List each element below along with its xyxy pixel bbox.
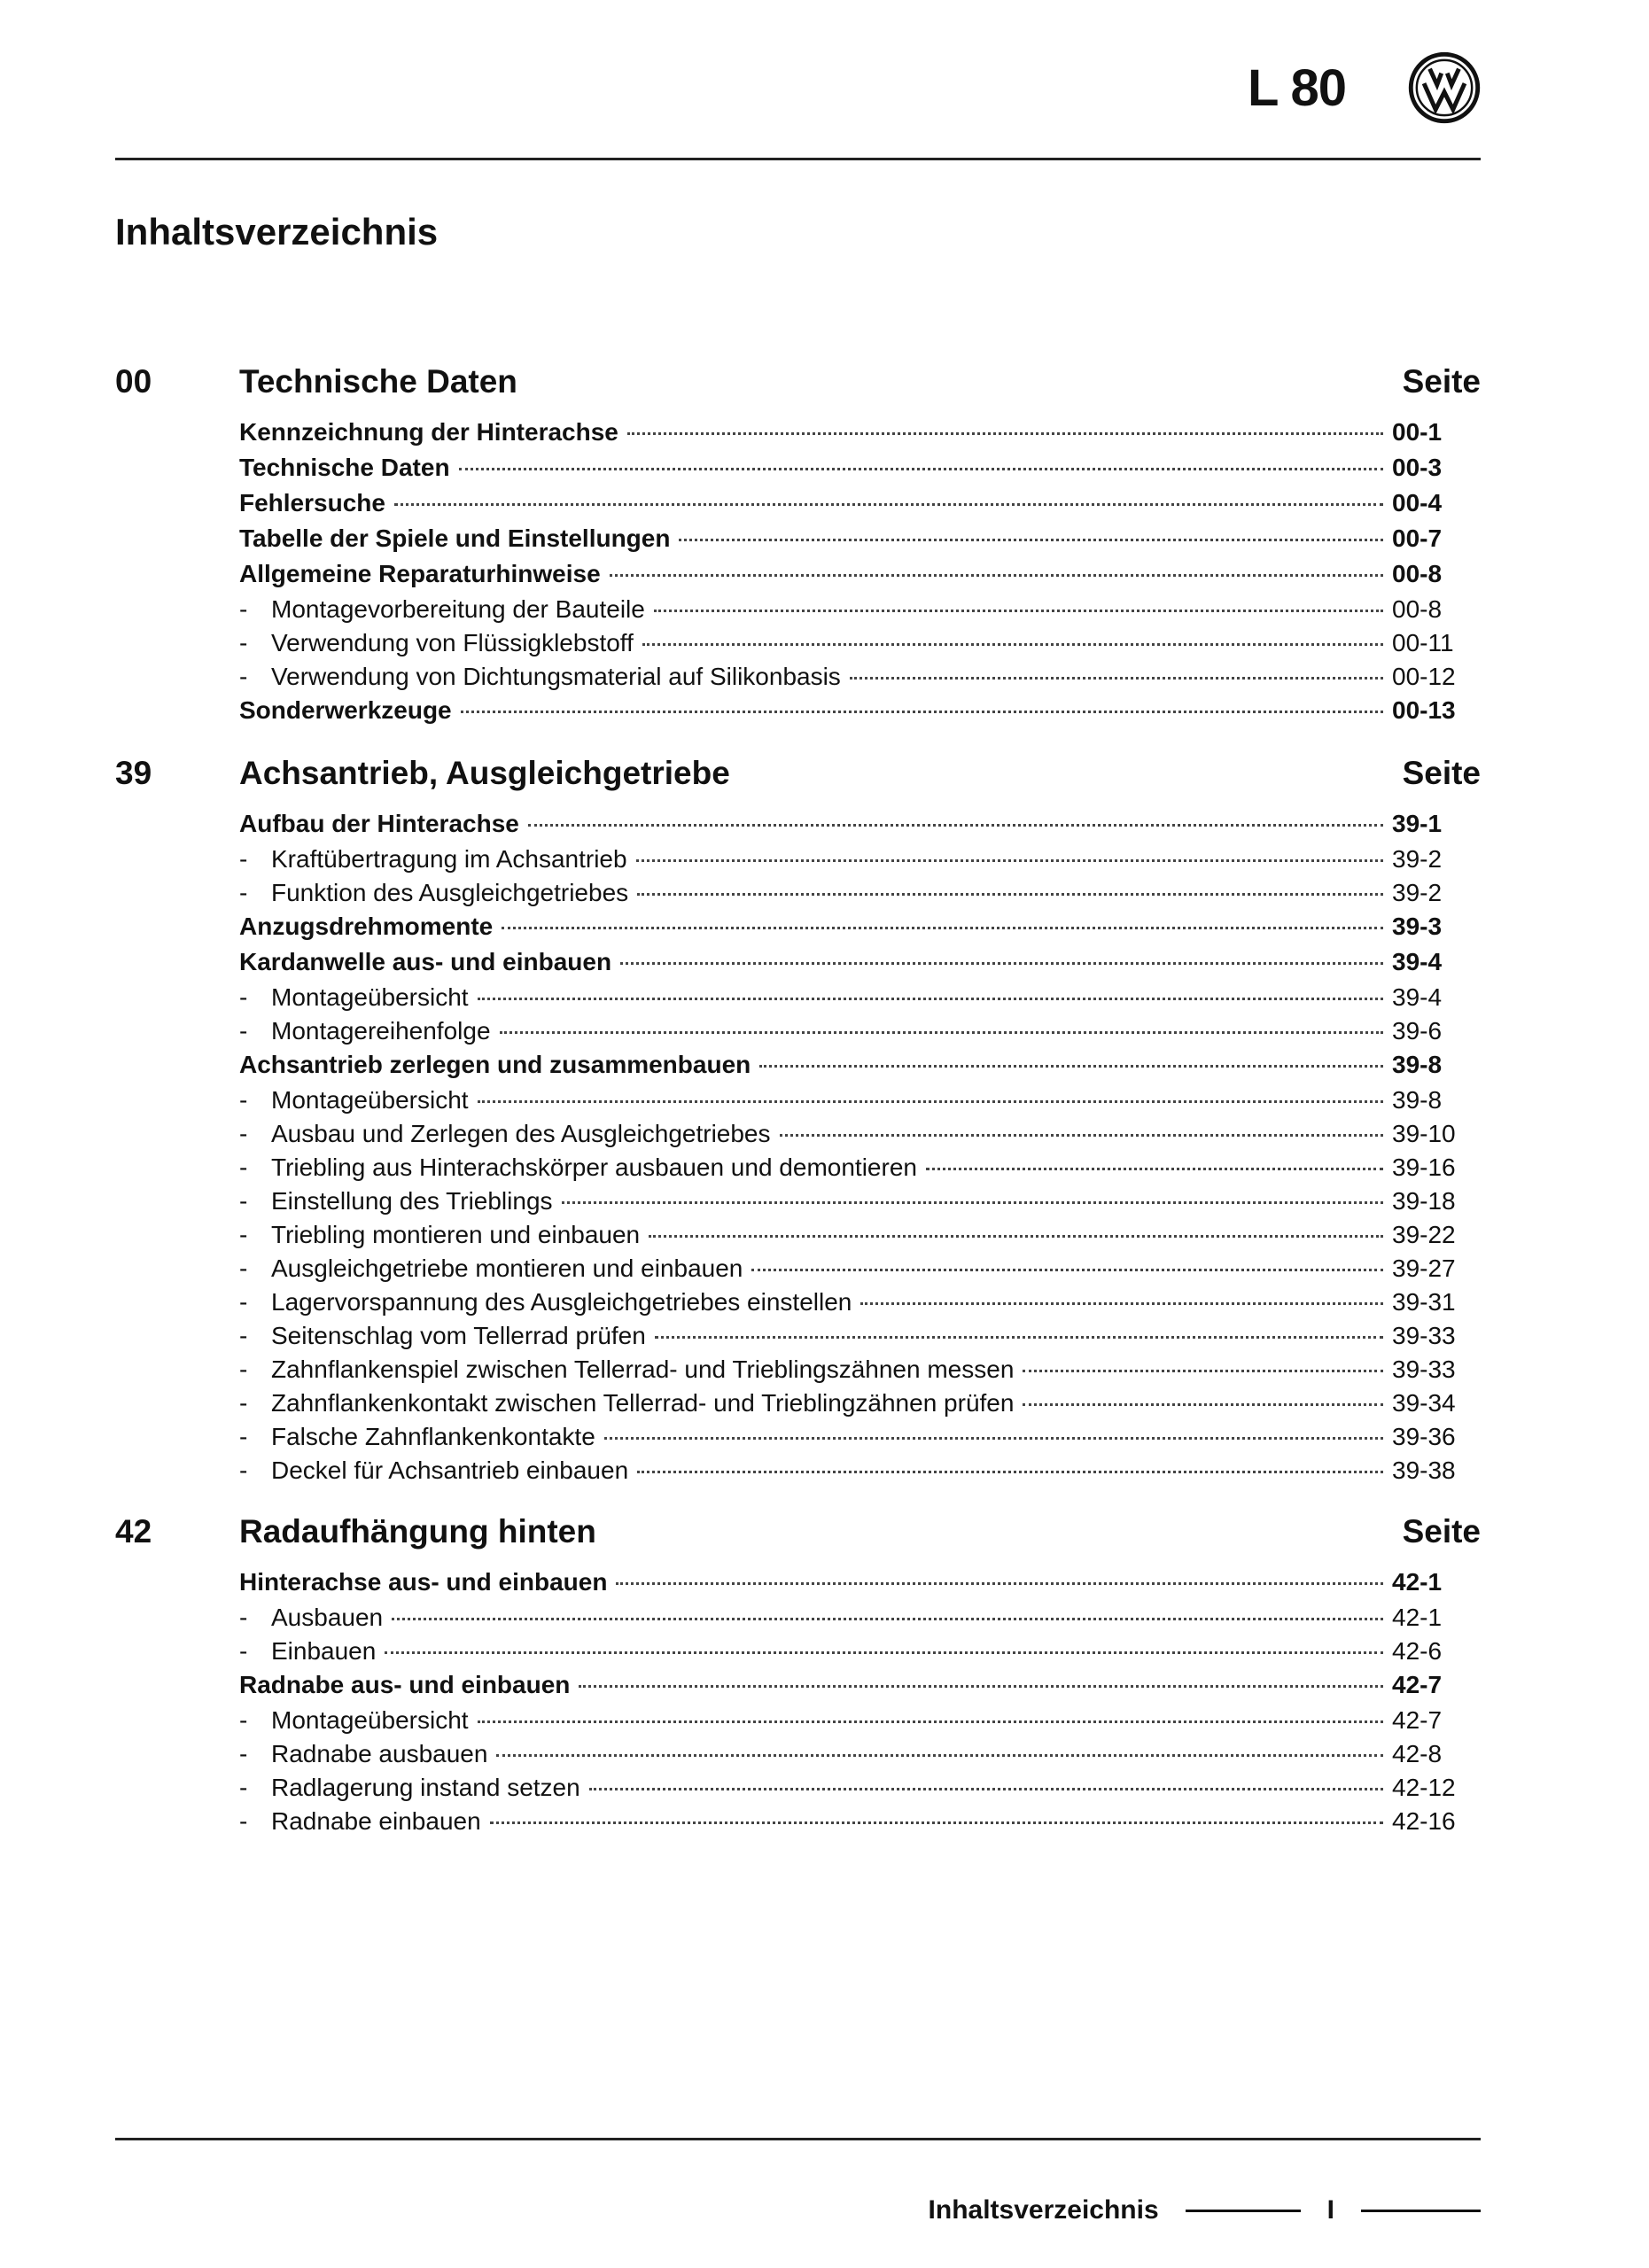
- toc-entry[interactable]: [239, 1153, 1481, 1187]
- table-of-contents: [115, 363, 1481, 1864]
- entry-page-number: 39-22: [1392, 1221, 1456, 1248]
- dot-leader: [654, 610, 1383, 612]
- entry-page-number: 00-11: [1392, 629, 1454, 656]
- dot-leader: [637, 893, 1383, 896]
- entry-dash: -: [239, 1187, 248, 1215]
- entry-page-number: 42-7: [1392, 1671, 1443, 1698]
- entry-page-number: 39-34: [1392, 1389, 1456, 1417]
- entry-page-number: 42-16: [1392, 1807, 1456, 1835]
- entry-label: Funktion des Ausgleichgetriebes: [271, 879, 629, 906]
- entry-page-number: 00-8: [1392, 595, 1443, 623]
- entry-page-number: 39-1: [1392, 810, 1443, 837]
- toc-entry[interactable]: [239, 418, 1481, 454]
- dot-leader: [759, 1065, 1383, 1068]
- entry-label: Triebling aus Hinterachskörper ausbauen und demontieren: [271, 1153, 917, 1181]
- entry-page-number: 42-1: [1392, 1604, 1443, 1631]
- entry-dash: -: [239, 1120, 248, 1147]
- toc-entry[interactable]: [239, 1456, 1481, 1490]
- toc-entry[interactable]: [239, 1051, 1481, 1086]
- toc-entry[interactable]: [239, 696, 1481, 732]
- section-number: 00: [115, 363, 152, 400]
- dot-leader: [392, 1618, 1383, 1620]
- entry-dash: -: [239, 845, 248, 873]
- entry-label: Kardanwelle aus- und einbauen: [239, 948, 612, 975]
- entry-dash: -: [239, 1740, 248, 1767]
- toc-entry[interactable]: [239, 1568, 1481, 1604]
- section-heading: [115, 755, 1481, 810]
- entry-label: Einbauen: [271, 1637, 377, 1665]
- entry-label: Radnabe einbauen: [271, 1807, 481, 1835]
- dot-leader: [394, 503, 1383, 506]
- toc-entry[interactable]: [239, 913, 1481, 948]
- dot-leader: [642, 643, 1383, 646]
- footer-divider: [1186, 2210, 1301, 2212]
- entry-page-number: 42-1: [1392, 1568, 1443, 1596]
- entry-label: Montageübersicht: [271, 1086, 469, 1114]
- entry-label: Kennzeichnung der Hinterachse: [239, 418, 618, 446]
- toc-entry[interactable]: [239, 524, 1481, 560]
- entry-page-number: 39-27: [1392, 1254, 1456, 1282]
- entry-dash: -: [239, 1389, 248, 1417]
- seite-label: Seite: [1402, 755, 1481, 791]
- entry-page-number: 39-33: [1392, 1355, 1456, 1383]
- toc-entry[interactable]: [239, 1774, 1481, 1807]
- entry-dash: -: [239, 1017, 248, 1045]
- section-title: Technische Daten: [239, 363, 517, 400]
- toc-entry[interactable]: [239, 879, 1481, 913]
- dot-leader: [620, 962, 1383, 965]
- dot-leader: [502, 927, 1383, 929]
- entry-page-number: 39-6: [1392, 1017, 1443, 1045]
- section-heading: [115, 363, 1481, 418]
- toc-section: [115, 755, 1481, 1490]
- entry-page-number: 39-4: [1392, 948, 1443, 975]
- dot-leader: [751, 1269, 1383, 1271]
- entry-label: Allgemeine Reparaturhinweise: [239, 560, 601, 587]
- entry-label: Anzugsdrehmomente: [239, 913, 494, 940]
- entry-label: Verwendung von Flüssigklebstoff: [271, 629, 634, 656]
- entry-dash: -: [239, 1604, 248, 1631]
- entry-page-number: 39-38: [1392, 1456, 1456, 1484]
- entry-label: Achsantrieb zerlegen und zusammenbauen: [239, 1051, 751, 1078]
- toc-section: [115, 363, 1481, 732]
- toc-entry[interactable]: [239, 1637, 1481, 1671]
- entry-label: Ausbau und Zerlegen des Ausgleichgetriebes: [271, 1120, 771, 1147]
- dot-leader: [627, 432, 1383, 435]
- entry-page-number: 39-16: [1392, 1153, 1456, 1181]
- dot-leader: [780, 1134, 1384, 1137]
- entry-dash: -: [239, 1706, 248, 1734]
- entry-label: Montagereihenfolge: [271, 1017, 491, 1045]
- toc-entry[interactable]: [239, 1254, 1481, 1288]
- dot-leader: [562, 1201, 1383, 1204]
- toc-entry[interactable]: [239, 629, 1481, 663]
- entry-label: Radnabe ausbauen: [271, 1740, 488, 1767]
- entry-label: Radnabe aus- und einbauen: [239, 1671, 571, 1698]
- entry-label: Zahnflankenspiel zwischen Tellerrad- und Trieblingszähnen messen: [271, 1355, 1015, 1383]
- toc-entry[interactable]: [239, 560, 1481, 595]
- entry-label: Tabelle der Spiele und Einstellungen: [239, 524, 671, 552]
- entry-label: Kraftübertragung im Achsantrieb: [271, 845, 627, 873]
- dot-leader: [1023, 1403, 1383, 1406]
- footer-title: Inhaltsverzeichnis: [928, 2195, 1159, 2225]
- entry-label: Einstellung des Trieblings: [271, 1187, 553, 1215]
- dot-leader: [637, 1471, 1383, 1473]
- entry-label: Triebling montieren und einbauen: [271, 1221, 641, 1248]
- dot-leader: [459, 468, 1383, 470]
- entry-label: Montageübersicht: [271, 1706, 469, 1734]
- toc-entry[interactable]: [239, 454, 1481, 489]
- toc-entry[interactable]: [239, 948, 1481, 983]
- entry-dash: -: [239, 983, 248, 1011]
- toc-entry[interactable]: [239, 1120, 1481, 1153]
- toc-entry[interactable]: [239, 1807, 1481, 1841]
- dot-leader: [636, 859, 1383, 862]
- entry-label: Falsche Zahnflankenkontakte: [271, 1423, 595, 1450]
- entry-page-number: 39-2: [1392, 845, 1443, 873]
- footer-page-number: I: [1326, 2195, 1334, 2225]
- dot-leader: [500, 1031, 1383, 1034]
- toc-entry[interactable]: [239, 1740, 1481, 1774]
- toc-entry[interactable]: [239, 1389, 1481, 1423]
- toc-entry[interactable]: [239, 1671, 1481, 1706]
- toc-entry[interactable]: [239, 1355, 1481, 1389]
- entry-label: Aufbau der Hinterachse: [239, 810, 519, 837]
- entry-dash: -: [239, 1456, 248, 1484]
- toc-entry[interactable]: [239, 1288, 1481, 1322]
- toc-entry[interactable]: [239, 489, 1481, 524]
- entry-label: Fehlersuche: [239, 489, 385, 517]
- toc-entry[interactable]: [239, 1221, 1481, 1254]
- entry-dash: -: [239, 1355, 248, 1383]
- entry-dash: -: [239, 1637, 248, 1665]
- toc-entry[interactable]: [239, 1322, 1481, 1355]
- entry-page-number: 42-7: [1392, 1706, 1443, 1734]
- entry-label: Sonderwerkzeuge: [239, 696, 452, 724]
- entry-dash: -: [239, 1254, 248, 1282]
- dot-leader: [385, 1651, 1383, 1654]
- toc-entry[interactable]: [239, 1604, 1481, 1637]
- header-rule: [115, 158, 1481, 160]
- dot-leader: [604, 1437, 1383, 1440]
- vw-logo-icon: [1408, 51, 1481, 124]
- dot-leader: [579, 1685, 1383, 1688]
- toc-entry[interactable]: [239, 1187, 1481, 1221]
- footer-rule: [115, 2138, 1481, 2140]
- section-number: 42: [115, 1513, 152, 1550]
- section-title: Achsantrieb, Ausgleichgetriebe: [239, 755, 730, 791]
- entry-label: Radlagerung instand setzen: [271, 1774, 580, 1801]
- toc-entry[interactable]: [239, 1017, 1481, 1051]
- entry-dash: -: [239, 1423, 248, 1450]
- entry-label: Hinterachse aus- und einbauen: [239, 1568, 608, 1596]
- entry-page-number: 00-13: [1392, 696, 1456, 724]
- model-code: L 80: [1247, 58, 1346, 117]
- toc-section: [115, 1513, 1481, 1841]
- toc-entry[interactable]: [239, 595, 1481, 629]
- entry-label: Ausbauen: [271, 1604, 384, 1631]
- dot-leader: [926, 1168, 1383, 1170]
- entry-page-number: 39-10: [1392, 1120, 1456, 1147]
- entry-page-number: 42-8: [1392, 1740, 1443, 1767]
- entry-label: Seitenschlag vom Tellerrad prüfen: [271, 1322, 646, 1349]
- entry-dash: -: [239, 1153, 248, 1181]
- entry-page-number: 00-3: [1392, 454, 1443, 481]
- entry-page-number: 39-3: [1392, 913, 1443, 940]
- entry-page-number: 00-1: [1392, 418, 1443, 446]
- entry-label: Zahnflankenkontakt zwischen Tellerrad- und Trieblingzähnen prüfen: [271, 1389, 1015, 1417]
- toc-entry[interactable]: [239, 810, 1481, 845]
- dot-leader: [478, 1100, 1383, 1103]
- dot-leader: [461, 711, 1383, 713]
- entry-page-number: 00-12: [1392, 663, 1456, 690]
- page-title: Inhaltsverzeichnis: [115, 211, 439, 252]
- toc-entry[interactable]: [239, 1706, 1481, 1740]
- entry-page-number: 00-8: [1392, 560, 1443, 587]
- entry-page-number: 39-4: [1392, 983, 1443, 1011]
- entry-label: Ausgleichgetriebe montieren und einbauen: [271, 1254, 743, 1282]
- entry-page-number: 39-8: [1392, 1051, 1443, 1078]
- entry-label: Lagervorspannung des Ausgleichgetriebes einstellen: [271, 1288, 852, 1316]
- toc-entry[interactable]: [239, 983, 1481, 1017]
- dot-leader: [649, 1235, 1383, 1238]
- entry-page-number: 42-6: [1392, 1637, 1443, 1665]
- page-header: [1248, 51, 1481, 124]
- entry-page-number: 42-12: [1392, 1774, 1456, 1801]
- entry-dash: -: [239, 879, 248, 906]
- entry-dash: -: [239, 1288, 248, 1316]
- toc-entry[interactable]: [239, 663, 1481, 696]
- dot-leader: [850, 677, 1383, 680]
- dot-leader: [616, 1582, 1383, 1585]
- toc-entry[interactable]: [239, 1086, 1481, 1120]
- page-footer: [929, 2195, 1481, 2225]
- section-title: Radaufhängung hinten: [239, 1513, 596, 1550]
- entry-page-number: 39-33: [1392, 1322, 1456, 1349]
- dot-leader: [610, 574, 1383, 577]
- section-number: 39: [115, 755, 152, 791]
- entry-dash: -: [239, 1322, 248, 1349]
- dot-leader: [490, 1821, 1383, 1824]
- seite-label: Seite: [1402, 1513, 1481, 1550]
- dot-leader: [860, 1302, 1383, 1305]
- entry-page-number: 39-8: [1392, 1086, 1443, 1114]
- section-heading: [115, 1513, 1481, 1568]
- dot-leader: [655, 1336, 1383, 1339]
- dot-leader: [679, 539, 1383, 541]
- entry-dash: -: [239, 663, 248, 690]
- dot-leader: [1023, 1370, 1383, 1372]
- toc-entry[interactable]: [239, 1423, 1481, 1456]
- entry-page-number: 39-18: [1392, 1187, 1456, 1215]
- entry-dash: -: [239, 595, 248, 623]
- dot-leader: [589, 1788, 1383, 1790]
- entry-label: Verwendung von Dichtungsmaterial auf Silikonbasis: [271, 663, 841, 690]
- entry-label: Montagevorbereitung der Bauteile: [271, 595, 645, 623]
- entry-label: Technische Daten: [239, 454, 450, 481]
- seite-label: Seite: [1402, 363, 1481, 400]
- entry-dash: -: [239, 1807, 248, 1835]
- entry-dash: -: [239, 1774, 248, 1801]
- entry-label: Montageübersicht: [271, 983, 469, 1011]
- dot-leader: [478, 1720, 1383, 1723]
- footer-divider: [1361, 2210, 1481, 2212]
- entry-dash: -: [239, 629, 248, 656]
- entry-label: Deckel für Achsantrieb einbauen: [271, 1456, 629, 1484]
- entry-page-number: 39-2: [1392, 879, 1443, 906]
- entry-page-number: 39-31: [1392, 1288, 1456, 1316]
- dot-leader: [496, 1754, 1383, 1757]
- dot-leader: [528, 824, 1383, 827]
- entry-dash: -: [239, 1221, 248, 1248]
- toc-entry[interactable]: [239, 845, 1481, 879]
- entry-page-number: 00-7: [1392, 524, 1443, 552]
- entry-page-number: 00-4: [1392, 489, 1443, 517]
- entry-page-number: 39-36: [1392, 1423, 1456, 1450]
- entry-dash: -: [239, 1086, 248, 1114]
- dot-leader: [478, 998, 1383, 1000]
